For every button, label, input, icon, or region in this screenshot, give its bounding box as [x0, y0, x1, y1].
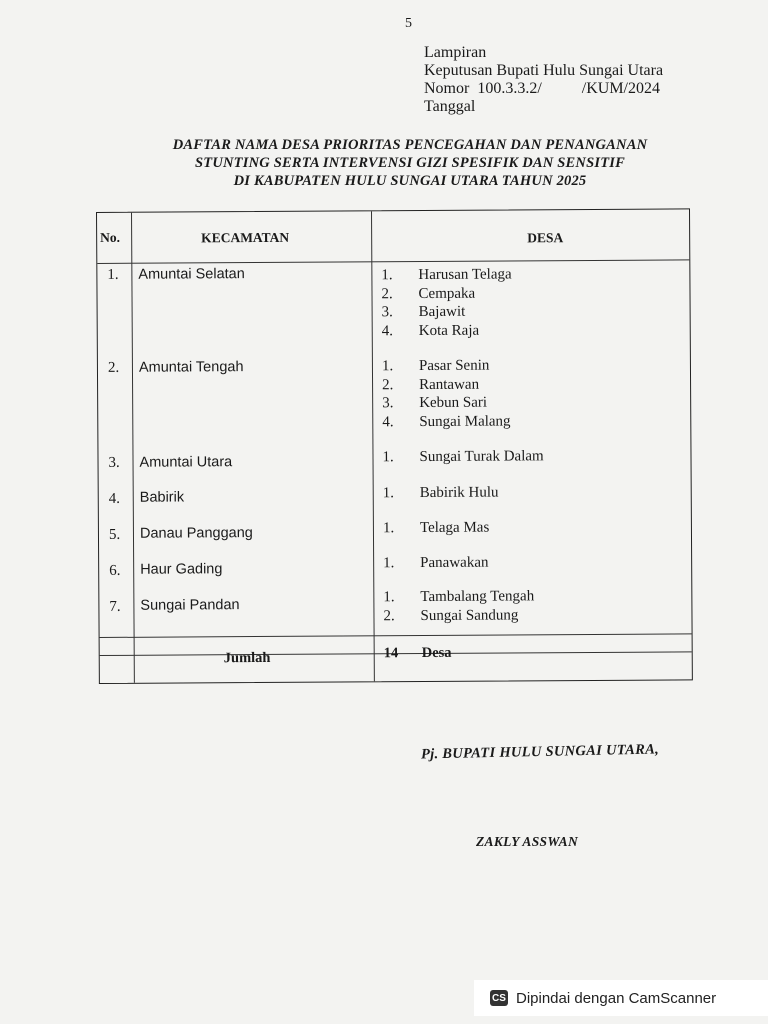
desa-list [383, 587, 683, 629]
desa-number: 1. [383, 589, 395, 606]
desa-number: 1. [381, 358, 394, 375]
desa-number: 1. [382, 449, 394, 466]
kecamatan-name: Sungai Pandan [140, 597, 240, 614]
desa-number: 1. [381, 267, 393, 284]
column-divider [371, 211, 375, 681]
header-no: No. [100, 229, 121, 245]
total-unit: Desa [421, 644, 452, 662]
signatory-name: ZAKLY ASSWAN [476, 834, 578, 849]
total-label: Jumlah [223, 649, 271, 667]
desa-number: 4. [381, 323, 394, 340]
desa-number: 1. [382, 485, 395, 502]
desa-number: 2. [383, 608, 395, 625]
signatory-title: Pj. BUPATI HULU SUNGAI UTARA, [420, 741, 660, 763]
desa-name: Tambalang Tengah [420, 588, 535, 606]
desa-name: Kota Raja [418, 322, 480, 340]
row-number: 2. [107, 359, 120, 376]
decree-title: Keputusan Bupati Hulu Sungai Utara [424, 62, 664, 79]
desa-name: Harusan Telaga [418, 266, 512, 284]
kecamatan-name: Danau Panggang [139, 525, 253, 542]
page-number: 5 [405, 16, 412, 31]
header-divider [97, 259, 689, 264]
decree-number: Nomor 100.3.3.2/ /KUM/2024 [424, 80, 660, 97]
title-line-1: DAFTAR NAMA DESA PRIORITAS PENCEGAHAN DAN PENANGANAN [172, 137, 648, 153]
desa-list [382, 356, 682, 438]
desa-name: Cempaka [418, 285, 476, 303]
desa-list [382, 447, 682, 469]
desa-number: 3. [381, 304, 393, 321]
kecamatan-name: Haur Gading [140, 561, 223, 578]
desa-name: Pasar Senin [418, 357, 490, 375]
desa-list [381, 265, 681, 347]
document-title [60, 136, 760, 190]
desa-list [383, 553, 683, 575]
desa-list [383, 483, 683, 505]
scanner-watermark-text: Dipindai dengan CamScanner [516, 989, 717, 1007]
village-table [96, 208, 693, 684]
desa-number: 2. [382, 377, 394, 394]
scanner-watermark [474, 980, 768, 1016]
row-number: 3. [108, 454, 120, 471]
desa-number: 1. [382, 520, 395, 537]
total-count: 14 [383, 645, 399, 662]
header-kecamatan: KECAMATAN [201, 229, 290, 246]
kecamatan-name: Babirik [139, 489, 185, 506]
desa-name: Kebun Sari [419, 394, 488, 412]
desa-name: Bajawit [418, 303, 466, 321]
desa-name: Sungai Malang [419, 413, 511, 431]
total-divider [100, 633, 692, 638]
title-line-3: DI KABUPATEN HULU SUNGAI UTARA TAHUN 2025 [233, 173, 587, 189]
kecamatan-name: Amuntai Selatan [138, 266, 245, 283]
lampiran-label: Lampiran [424, 44, 487, 61]
header-desa: DESA [527, 230, 564, 246]
desa-name: Rantawan [419, 376, 480, 394]
desa-number: 2. [381, 286, 393, 303]
row-number: 6. [109, 562, 121, 579]
desa-name: Telaga Mas [419, 519, 490, 537]
desa-name: Panawakan [420, 554, 489, 572]
desa-number: 3. [382, 395, 394, 412]
desa-name: Sungai Sandung [420, 607, 519, 625]
kecamatan-name: Amuntai Utara [139, 454, 233, 471]
desa-number: 1. [383, 555, 395, 572]
title-line-2: STUNTING SERTA INTERVENSI GIZI SPESIFIK DAN SENSITIF [195, 155, 625, 171]
row-number: 4. [108, 490, 121, 507]
camscanner-icon: CS [490, 990, 508, 1006]
desa-number: 4. [382, 414, 394, 431]
column-divider [131, 213, 135, 683]
desa-name: Sungai Turak Dalam [419, 448, 544, 466]
kecamatan-name: Amuntai Tengah [138, 359, 244, 376]
row-number: 5. [108, 526, 121, 543]
desa-list [383, 518, 683, 540]
decree-date-label: Tanggal [424, 98, 476, 115]
row-number: 1. [107, 266, 119, 283]
lampiran-header [424, 44, 663, 116]
row-number: 7. [109, 598, 121, 615]
desa-name: Babirik Hulu [419, 484, 499, 502]
